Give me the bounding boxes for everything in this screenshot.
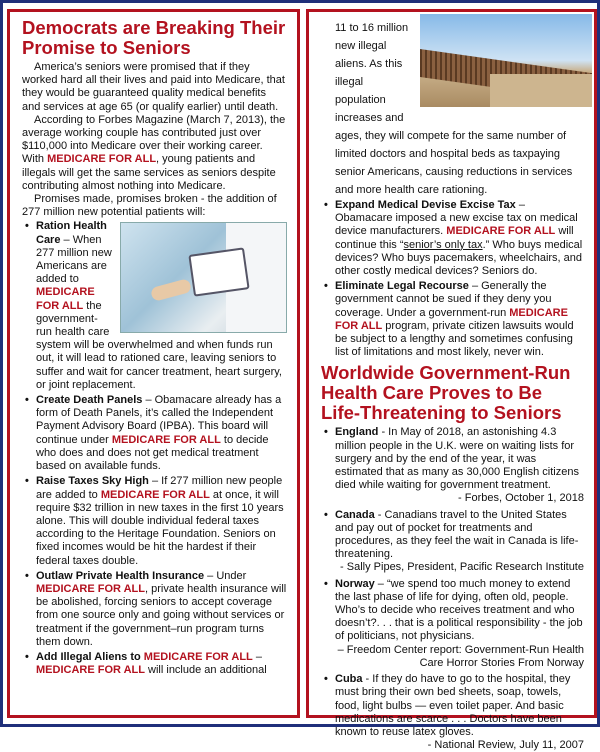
consequence-list-continued [321, 199, 584, 359]
left-column [7, 9, 300, 718]
list-item-death-panels: • Create Death Panels – Obamacare already has a form of Death Panels, it’s called the Independent Payment Advisory Board (IPBA). This board will continue under MEDICARE FOR ALL to decide who does and does not get medical treatment based on available funds. [36, 394, 287, 473]
illegal-aliens-continued: 11 to 16 million new illegal aliens. As this illegal population increases and ages, they will compete for the same number of limited doctors and hospital beds as taxpaying senior Americans, causing reductions in services and more health care rationing. [335, 22, 573, 196]
list-item-illegal-aliens: • Add Illegal Aliens to MEDICARE FOR ALL – MEDICARE FOR ALL will include an additional [36, 651, 287, 677]
worldwide-list [321, 426, 584, 752]
list-item-excise-tax: • Expand Medical Devise Excise Tax – Obamacare imposed a new excise tax on medical device manufacturers. MEDICARE FOR ALL will continue this “senior’s only tax.” Who buys medical devices? Who buys pacemakers, wheelchairs, and other costly medical devices? Seniors do. [335, 199, 584, 278]
list-item-legal-recourse: • Eliminate Legal Recourse – Generally the government cannot be sued if they deny you coverage. Under a government-run MEDICARE FOR ALL program, private citizen lawsuits would be subject to a lengthy and sometimes confusing list of limitations and most likely, never win. [335, 280, 584, 359]
list-item-cuba: • Cuba - If they do have to go to the hospital, they must bring their own bed sheets, soap, towels, food, light bulbs — even toilet paper. And basic medications are scarce . . . Doctors have been known to reuse latex gloves. - National Review, July 11, 2007 [335, 673, 584, 752]
left-title: Democrats are Breaking Their Promise to Seniors [22, 17, 286, 58]
consequence-list [22, 220, 287, 677]
doctor-patient-photo [120, 222, 287, 333]
paragraph-promise: America’s seniors were promised that if they worked hard all their lives and paid into Medicare, that they would be guaranteed quality medical benefits and services at age 65 (or qualify earlier) until death. [22, 61, 285, 113]
list-item-taxes: • Raise Taxes Sky High – If 277 million new people are added to MEDICARE FOR ALL at once, it will require $32 trillion in new taxes in the first 10 years alone. This will double individual federal taxes according to the Heritage Foundation. Seniors on fixed incomes would be hit the hardest if their federal taxes double. [36, 475, 287, 567]
list-item-canada: • Canada - Canadians travel to the United States and pay out of pocket for treatments and procedures, as they feel the wait in Canada is life-threatening. - Sally Pipes, President, Pacific Research Institute [335, 509, 584, 575]
paragraph-forbes: According to Forbes Magazine (March 7, 2013), the average working couple has contributed just over $110,000 into Medicare over their working career. With MEDICARE FOR ALL, young patients and illegals will get the same services as seniors despite contributing almost nothing into Medicare. [22, 113, 286, 192]
list-item-england: • England - In May of 2018, an astonishing 4.3 million people in the U.K. were on waiting lists for surgery and by the end of the year, it was estimated that as many as 30,000 English citizens died while waiting for government treatment. - Forbes, October 1, 2018 [335, 426, 584, 505]
list-item-norway: • Norway – “we spend too much money to extend the last phase of life for dying, often old, people. Who’s to decide who receives treatment and who doesn’t?. . . that is a political responsibility - the job of politicians, not physicians. – Freedom Center report: Government-Run Health Care Horror Stories From Norway [335, 578, 584, 670]
border-wall-photo [420, 14, 592, 107]
list-item-ration: • Ration Health Care – When 277 million new Americans are added to MEDICARE FOR ALL the government-run health care system will be overwhelmed and when funds run out, it will lead to rationed care, leaving seniors to suffer and wait for cancer treatment, heart surgery, or joint replacement. [36, 220, 287, 392]
worldwide-title: Worldwide Government-Run Health Care Proves to Be Life-Threatening to Seniors [321, 362, 571, 424]
list-item-outlaw-insurance: • Outlaw Private Health Insurance – Under MEDICARE FOR ALL, private health insurance will be abolished, forcing seniors to accept coverage from one source only and going without services or treatment if the government–run program turns them down. [36, 570, 287, 649]
paragraph-promises-broken: Promises made, promises broken - the addition of 277 million new potential patients will: [22, 193, 277, 219]
right-column [306, 9, 597, 752]
